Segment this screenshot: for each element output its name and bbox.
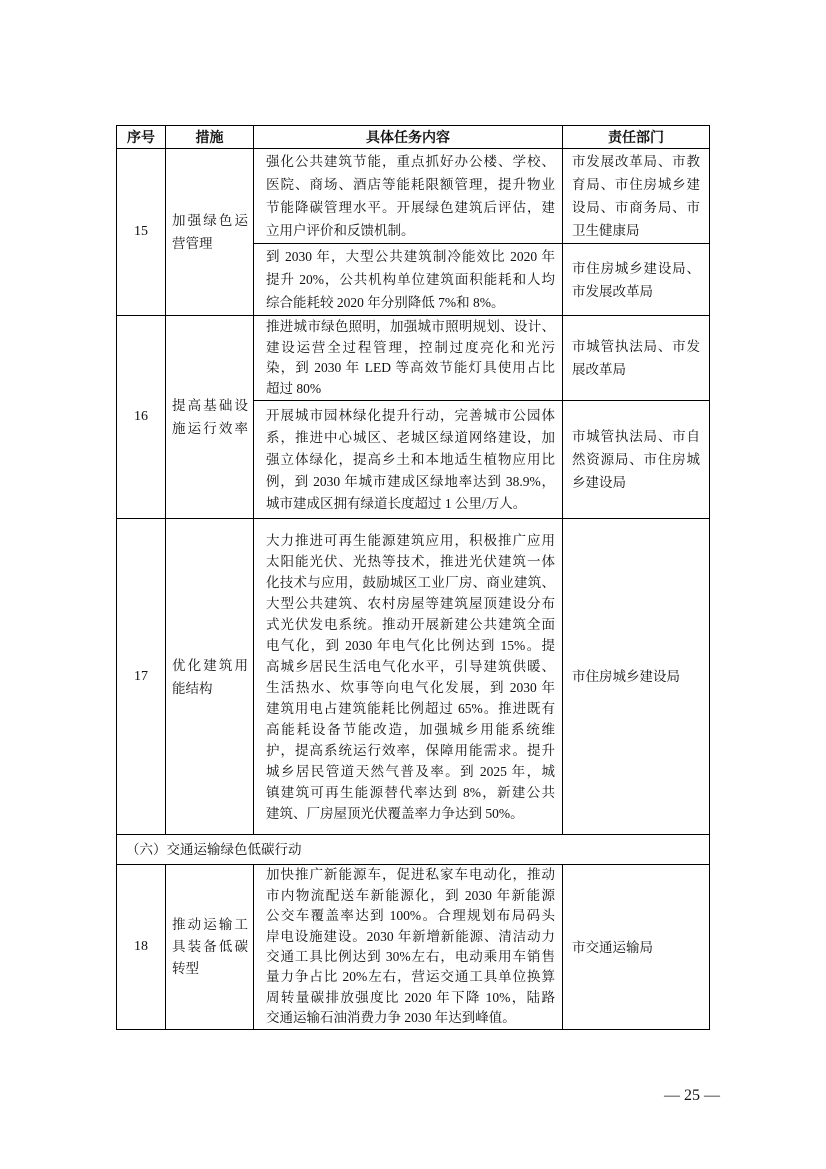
- row-15-task-1-content: [254, 149, 563, 244]
- content-line: 镇建筑可再生能源替代率达到 8%，新建公共: [266, 784, 555, 800]
- row-17-task-1-department: [563, 519, 710, 835]
- header-department-label: 责任部门: [608, 130, 664, 146]
- row-15-measure: [166, 149, 254, 316]
- content-line: 建设运营全过程管理，控制过度亮化和光污: [266, 339, 555, 355]
- header-department: [563, 126, 710, 149]
- measure-line: 能结构: [172, 680, 213, 696]
- row-15-task-2-content: [254, 244, 563, 316]
- row-15-task-2-department: [563, 244, 710, 316]
- task-table: [116, 125, 710, 1030]
- department-line: 设局、市商务局、市: [572, 200, 700, 215]
- row-16-task-1-content: [254, 316, 563, 401]
- row-15-task-1-department: [563, 149, 710, 244]
- content-line: 式光伏发电系统。推动开展新建公共建筑全面: [266, 616, 555, 632]
- content-line: 系，推进中心城区、老城区绿道网络建设，加: [266, 429, 555, 445]
- department-line: 乡建设局: [572, 475, 626, 490]
- content-line: 周转量碳排放强度比 2020 年下降 10%，陆路: [266, 989, 555, 1005]
- row-16-task-2-department: [563, 401, 710, 519]
- department-line: 卫生健康局: [572, 223, 640, 238]
- department-line: 市住房城乡建设局、: [572, 260, 700, 276]
- department-line: 市发展改革局、市教: [572, 154, 700, 169]
- row-16-number: [117, 316, 166, 519]
- measure-line: 推动运输工: [172, 917, 248, 932]
- content-line: 市内物流配送车新能源化，到 2030 年新能源: [266, 887, 555, 903]
- row-18-task-1-department: [563, 865, 710, 1030]
- content-line: 强立体绿化，提高乡土和本地适生植物应用比: [266, 451, 555, 467]
- content-line: 加快推广新能源车，促进私家车电动化，推动: [266, 867, 555, 883]
- content-line: 公交车覆盖率达到 100%。合理规划布局码头: [266, 908, 555, 924]
- measure-line: 提高基础设: [172, 398, 248, 413]
- row-18-measure: [166, 865, 254, 1030]
- content-line: 节能降碳管理水平。开展绿色建筑后评估，建: [266, 200, 555, 215]
- row-17-number: [117, 519, 166, 835]
- measure-line: 加强绿色运: [172, 213, 248, 228]
- row-15-number: [117, 149, 166, 316]
- measure-line: 具装备低碳: [172, 939, 248, 954]
- department-line: 育局、市住房城乡建: [572, 177, 700, 192]
- department-line: 展改革局: [572, 362, 626, 377]
- header-measure-label: 措施: [195, 130, 224, 146]
- content-line: 城市建成区拥有绿道长度超过 1 公里/万人。: [266, 495, 527, 511]
- section-heading: （六）交通运输绿色低碳行动: [126, 842, 302, 857]
- row-18-number: [117, 865, 166, 1030]
- content-line: 交通运输石油消费力争 2030 年达到峰值。: [266, 1010, 516, 1026]
- row-number: 18: [134, 939, 148, 954]
- content-line: 高能耗设备节能改造，加强城乡用能系统维: [266, 721, 555, 737]
- content-line: 交通工具比例达到 30%左右，电动乘用车销售: [266, 949, 555, 964]
- row-16-task-2-content: [254, 401, 563, 519]
- department-line: 市交通运输局: [572, 939, 653, 955]
- content-line: 建筑用电占建筑能耗比例超过 65%。推进既有: [266, 700, 555, 716]
- department-line: 然资源局、市住房城: [572, 452, 700, 467]
- content-line: 医院、商场、酒店等能耗限额管理，提升物业: [266, 177, 555, 192]
- content-line: 大力推进可再生能源建筑应用，积极推广应用: [266, 532, 555, 548]
- row-18-task-1-content: [254, 865, 563, 1030]
- content-line: 护，提高系统运行效率，保障用能需求。提升: [266, 742, 555, 758]
- content-line: 强化公共建筑节能，重点抓好办公楼、学校、: [266, 154, 555, 169]
- measure-line: 转型: [172, 961, 199, 976]
- department-line: 市城管执法局、市自: [572, 429, 700, 444]
- section-heading-row: [117, 835, 710, 865]
- content-line: 综合能耗较 2020 年分别降低 7%和 8%。: [266, 295, 505, 310]
- content-line: 大型公共建筑、农村房屋等建筑屋顶建设分布: [266, 595, 555, 611]
- content-line: 量力争占比 20%左右，营运交通工具单位换算: [266, 969, 555, 985]
- content-line: 超过 80%: [266, 380, 322, 396]
- content-line: 太阳能光伏、光热等技术，推进光伏建筑一体: [266, 553, 555, 569]
- row-number: 15: [134, 224, 148, 239]
- content-line: 到 2030 年，大型公共建筑制冷能效比 2020 年: [266, 249, 555, 264]
- content-line: 城乡居民管道天然气普及率。到 2025 年，城: [266, 763, 555, 779]
- content-line: 建筑、厂房屋顶光伏覆盖率力争达到 50%。: [266, 805, 524, 821]
- measure-line: 营管理: [172, 236, 213, 251]
- row-16-task-1-department: [563, 316, 710, 401]
- content-line: 例，到 2030 年城市建成区绿地率达到 38.9%，: [266, 473, 555, 489]
- content-line: 生活热水、炊事等向电气化发展，到 2030 年: [266, 679, 555, 695]
- page-number: — 25 —: [664, 1087, 720, 1104]
- measure-line: 施运行效率: [172, 421, 248, 436]
- content-line: 电气化，到 2030 年电气化比例达到 15%。提: [266, 637, 555, 653]
- content-line: 岸电设施建设。2030 年新增新能源、清洁动力: [266, 928, 555, 944]
- department-line: 市发展改革局: [572, 283, 653, 299]
- row-17-task-1-content: [254, 519, 563, 835]
- row-17-measure: [166, 519, 254, 835]
- content-line: 染，到 2030 年 LED 等高效节能灯具使用占比: [266, 360, 555, 375]
- header-number-label: 序号: [127, 130, 155, 146]
- row-16-measure: [166, 316, 254, 519]
- header-content-label: 具体任务内容: [366, 130, 450, 146]
- content-line: 推进城市绿色照明，加强城市照明规划、设计、: [266, 319, 555, 334]
- row-number: 16: [134, 409, 148, 424]
- header-content: [254, 126, 563, 149]
- department-line: 市城管执法局、市发: [572, 339, 700, 354]
- header-number: [117, 126, 166, 149]
- department-line: 市住房城乡建设局: [572, 669, 680, 684]
- content-line: 开展城市园林绿化提升行动，完善城市公园体: [266, 407, 555, 423]
- content-line: 立用户评价和反馈机制。: [266, 223, 415, 238]
- row-number: 17: [134, 668, 148, 684]
- content-line: 高城乡居民生活电气化水平，引导建筑供暖、: [266, 658, 555, 674]
- content-line: 化技术与应用，鼓励城区工业厂房、商业建筑、: [266, 574, 555, 590]
- measure-line: 优化建筑用: [172, 657, 248, 673]
- content-line: 提升 20%，公共机构单位建筑面积能耗和人均: [266, 272, 555, 287]
- header-measure: [166, 126, 254, 149]
